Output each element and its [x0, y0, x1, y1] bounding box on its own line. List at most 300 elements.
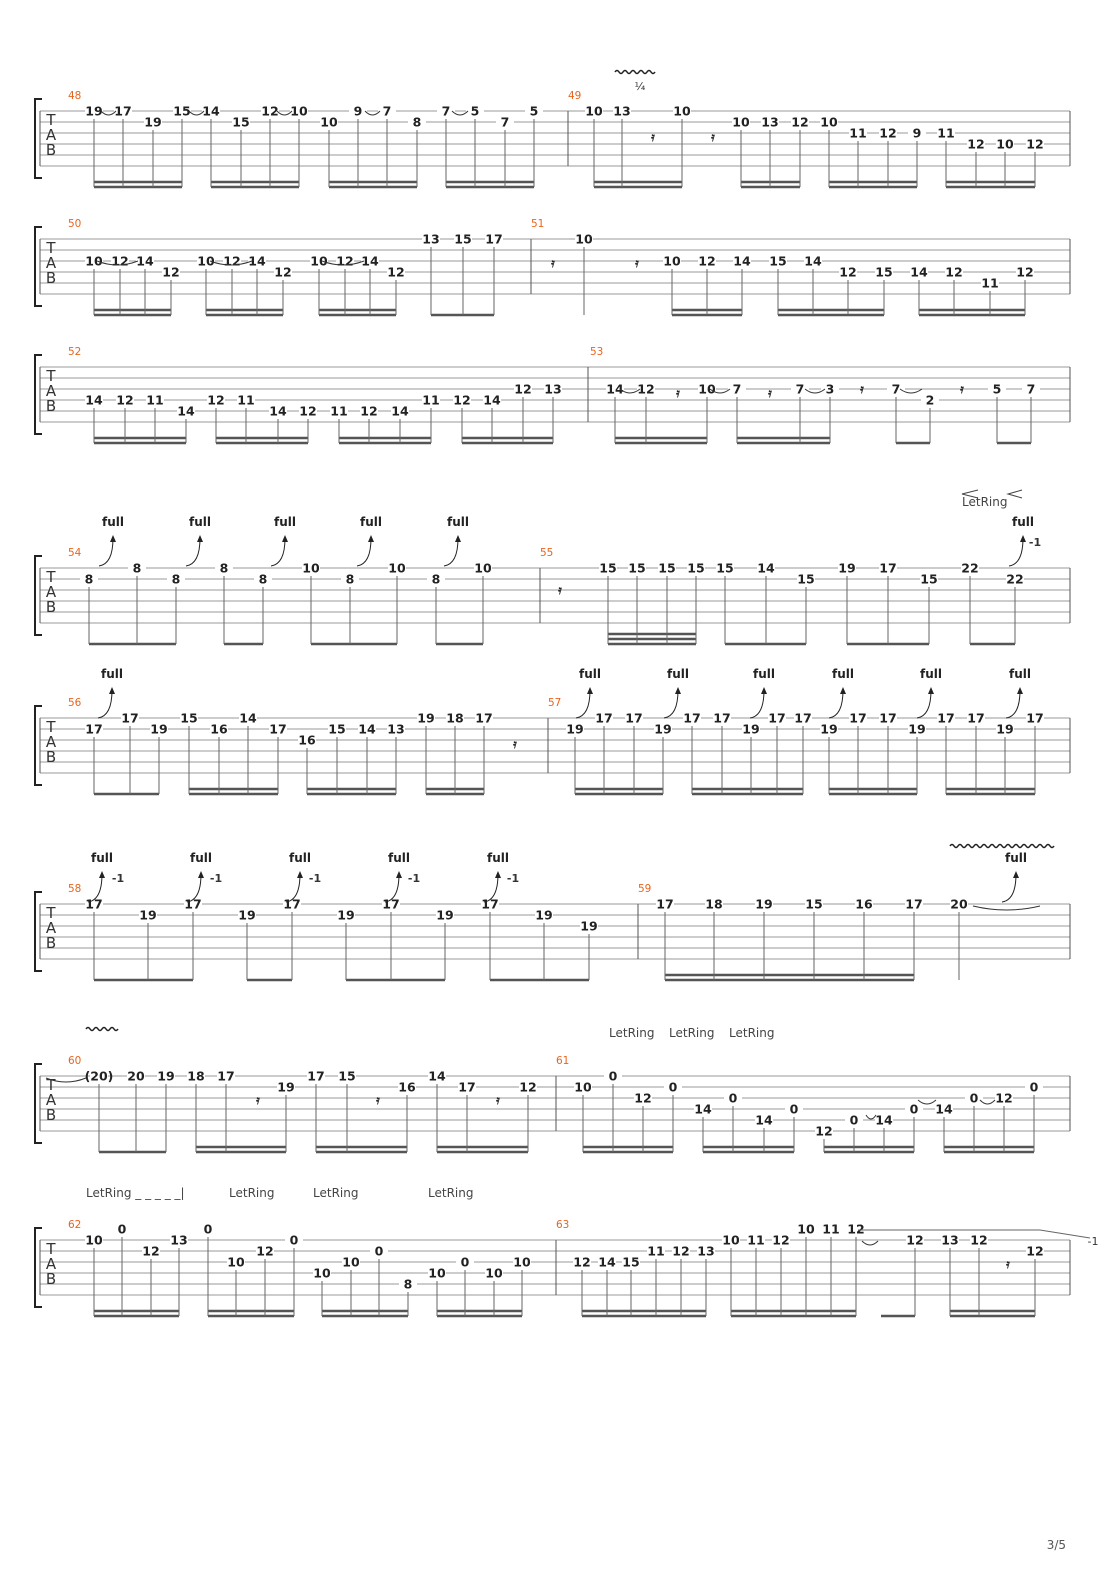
fret-number: 7 — [732, 381, 742, 397]
fret-number: 8 — [345, 571, 355, 587]
bend-arrow — [1017, 687, 1023, 694]
bend-label: full — [360, 515, 382, 529]
fret-number: 14 — [606, 381, 624, 397]
fret-number: 11 — [330, 403, 348, 419]
release-label: -1 — [407, 872, 421, 885]
fret-number: 12 — [142, 1243, 160, 1259]
fret-number: 15 — [875, 264, 893, 280]
fret-number: 17 — [217, 1068, 235, 1084]
rest-symbol: 𝄿 — [768, 386, 772, 400]
bend-label: full — [832, 667, 854, 681]
fret-number: 8 — [258, 571, 268, 587]
bend-curve — [1006, 690, 1020, 718]
measure-number: 56 — [68, 697, 82, 709]
fret-number: 5 — [470, 103, 480, 119]
fret-number: 11 — [237, 392, 255, 408]
rest-symbol: 𝄿 — [256, 1093, 260, 1107]
fret-number: 12 — [1026, 136, 1044, 152]
rest-symbol: 𝄿 — [513, 737, 517, 751]
fret-number: 17 — [879, 560, 897, 576]
fret-number: 19 — [908, 721, 926, 737]
fret-number: 15 — [180, 710, 198, 726]
tab-clef-letter: T — [46, 239, 56, 257]
fret-number: 13 — [544, 381, 562, 397]
bend-arrow — [396, 871, 402, 878]
rest-symbol: 𝄿 — [635, 256, 639, 270]
fret-number: 11 — [647, 1243, 665, 1259]
fret-number: 0 — [668, 1079, 678, 1095]
fret-number: (20) — [84, 1068, 114, 1084]
fret-number: 10 — [290, 103, 308, 119]
fret-number: 17 — [683, 710, 701, 726]
fret-number: 19 — [838, 560, 856, 576]
fret-number: 10 — [428, 1265, 446, 1281]
tab-clef-letter: T — [46, 111, 56, 129]
bend-curve — [1002, 874, 1016, 902]
fret-number: 10 — [574, 1079, 592, 1095]
fret-number: 17 — [85, 896, 103, 912]
fret-number: 14 — [910, 264, 928, 280]
bend-label: full — [388, 851, 410, 865]
fret-number: 8 — [84, 571, 94, 587]
fret-number: 13 — [613, 103, 631, 119]
fret-number: 11 — [981, 275, 999, 291]
fret-number: 10 — [996, 136, 1014, 152]
fret-number: 0 — [728, 1090, 738, 1106]
fret-number: 8 — [431, 571, 441, 587]
fret-number: 19 — [417, 710, 435, 726]
fret-number: 15 — [328, 721, 346, 737]
fret-number: 17 — [85, 721, 103, 737]
fret-number: 19 — [742, 721, 760, 737]
fret-number: 14 — [202, 103, 220, 119]
fret-number: 17 — [121, 710, 139, 726]
fret-number: 17 — [1026, 710, 1044, 726]
fret-number: 12 — [970, 1232, 988, 1248]
rest-symbol: 𝄿 — [558, 583, 562, 597]
tab-clef-letter: T — [46, 904, 56, 922]
fret-number: 7 — [500, 114, 510, 130]
fret-number: 8 — [412, 114, 422, 130]
bend-arrow — [761, 687, 767, 694]
fret-number: 11 — [146, 392, 164, 408]
fret-number: 17 — [768, 710, 786, 726]
fret-number: 12 — [111, 253, 129, 269]
bend-arrow — [455, 535, 461, 542]
fret-number: 15 — [338, 1068, 356, 1084]
bend-arrow — [675, 687, 681, 694]
fret-number: 14 — [875, 1112, 893, 1128]
rest-symbol: 𝄿 — [860, 382, 864, 396]
fret-number: 14 — [755, 1112, 773, 1128]
measure-number: 50 — [68, 218, 82, 230]
fret-number: 12 — [387, 264, 405, 280]
fret-number: 14 — [428, 1068, 446, 1084]
bend-label: full — [189, 515, 211, 529]
tab-clef-letter: B — [45, 269, 57, 287]
rest-symbol: 𝄿 — [676, 386, 680, 400]
fret-number: 19 — [144, 114, 162, 130]
let-ring-label: LetRing — [609, 1026, 655, 1040]
fret-number: 15 — [797, 571, 815, 587]
fret-number: 13 — [422, 231, 440, 247]
fret-number: 10 — [302, 560, 320, 576]
bend-arrow — [587, 687, 593, 694]
fret-number: 12 — [223, 253, 241, 269]
bend-arrow — [1020, 535, 1026, 542]
bend-label: full — [289, 851, 311, 865]
fret-number: 12 — [967, 136, 985, 152]
fret-number: 12 — [336, 253, 354, 269]
fret-number: 17 — [849, 710, 867, 726]
fret-number: 7 — [795, 381, 805, 397]
fret-number: 19 — [996, 721, 1014, 737]
fret-number: 0 — [608, 1068, 618, 1084]
fret-number: 8 — [132, 560, 142, 576]
bend-curve — [664, 690, 678, 718]
fret-number: 15 — [920, 571, 938, 587]
bend-label: full — [920, 667, 942, 681]
measure-number: 57 — [548, 697, 562, 709]
vibrato-mark — [615, 71, 655, 74]
fret-number: 20 — [950, 896, 968, 912]
fret-number: 12 — [274, 264, 292, 280]
measure-number: 63 — [556, 1219, 570, 1231]
fret-number: 15 — [622, 1254, 640, 1270]
release-label: -1 — [506, 872, 520, 885]
fret-number: 12 — [698, 253, 716, 269]
bend-label: full — [667, 667, 689, 681]
fret-number: 13 — [697, 1243, 715, 1259]
fret-number: 18 — [446, 710, 464, 726]
tab-clef-letter: A — [45, 919, 57, 937]
fret-number: 14 — [361, 253, 379, 269]
fret-number: 10 — [673, 103, 691, 119]
fret-number: 17 — [382, 896, 400, 912]
tab-clef-letter: B — [45, 1270, 57, 1288]
tab-clef-letter: T — [46, 718, 56, 736]
fret-number: 3 — [825, 381, 835, 397]
fret-number: 22 — [961, 560, 979, 576]
fret-number: 11 — [937, 125, 955, 141]
measure-number: 51 — [531, 218, 545, 230]
fret-number: 10 — [732, 114, 750, 130]
fret-number: 0 — [117, 1221, 127, 1237]
fret-number: 17 — [656, 896, 674, 912]
fret-number: 0 — [289, 1232, 299, 1248]
tab-clef-letter: B — [45, 748, 57, 766]
fret-number: 10 — [320, 114, 338, 130]
fret-number: 15 — [687, 560, 705, 576]
measure-number: 55 — [540, 547, 554, 559]
measure-number: 60 — [68, 1055, 82, 1067]
tab-clef-letter: A — [45, 733, 57, 751]
fret-number: 19 — [150, 721, 168, 737]
fret-number: 12 — [207, 392, 225, 408]
fret-number: 12 — [261, 103, 279, 119]
fret-number: 10 — [313, 1265, 331, 1281]
bend-arrow — [840, 687, 846, 694]
bend-arrow — [368, 535, 374, 542]
fret-number: 19 — [580, 918, 598, 934]
bend-curve — [99, 538, 113, 566]
fret-number: 19 — [755, 896, 773, 912]
fret-number: 7 — [441, 103, 451, 119]
fret-number: 19 — [436, 907, 454, 923]
bend-arrow — [99, 871, 105, 878]
fret-number: 7 — [891, 381, 901, 397]
fret-number: 14 — [483, 392, 501, 408]
vibrato-mark — [950, 845, 1054, 848]
bend-arrow — [297, 871, 303, 878]
fret-number: 17 — [269, 721, 287, 737]
fret-number: 14 — [935, 1101, 953, 1117]
fret-number: 17 — [458, 1079, 476, 1095]
measure-number: 53 — [590, 346, 604, 358]
fret-number: 15 — [173, 103, 191, 119]
fret-number: 0 — [1029, 1079, 1039, 1095]
rest-symbol: 𝄿 — [960, 382, 964, 396]
fret-number: 14 — [804, 253, 822, 269]
measure-number: 49 — [568, 90, 582, 102]
bend-curve — [576, 690, 590, 718]
fret-number: 0 — [969, 1090, 979, 1106]
fret-number: 0 — [789, 1101, 799, 1117]
fret-number: 12 — [116, 392, 134, 408]
fret-number: 12 — [672, 1243, 690, 1259]
fret-number: 17 — [475, 710, 493, 726]
rest-symbol: 𝄿 — [711, 130, 715, 144]
fret-number: 14 — [598, 1254, 616, 1270]
bend-label: full — [487, 851, 509, 865]
fret-number: 12 — [1026, 1243, 1044, 1259]
release-label: -1 — [111, 872, 125, 885]
fret-number: 19 — [238, 907, 256, 923]
bend-label: full — [101, 667, 123, 681]
fret-number: 19 — [820, 721, 838, 737]
bend-arrow — [197, 535, 203, 542]
fret-number: 15 — [232, 114, 250, 130]
fret-number: 16 — [398, 1079, 416, 1095]
rest-symbol: 𝄿 — [496, 1093, 500, 1107]
fret-number: 0 — [909, 1101, 919, 1117]
fret-number: 17 — [595, 710, 613, 726]
fret-number: 15 — [628, 560, 646, 576]
fret-number: 10 — [342, 1254, 360, 1270]
bend-curve — [917, 690, 931, 718]
bend-label: full — [274, 515, 296, 529]
fret-number: 10 — [485, 1265, 503, 1281]
bend-label: full — [190, 851, 212, 865]
fret-number: 7 — [382, 103, 392, 119]
measure-number: 48 — [68, 90, 82, 102]
let-ring-label: LetRing _ _ _ _ _| — [86, 1186, 185, 1200]
fret-number: 18 — [187, 1068, 205, 1084]
bend-curve — [829, 690, 843, 718]
bend-label: full — [91, 851, 113, 865]
measure-number: 61 — [556, 1055, 570, 1067]
fret-number: 12 — [839, 264, 857, 280]
fret-number: 10 — [85, 1232, 103, 1248]
fret-number: 10 — [575, 231, 593, 247]
bend-arrow — [1013, 871, 1019, 878]
fret-number: 19 — [277, 1079, 295, 1095]
fret-number: 10 — [197, 253, 215, 269]
tab-clef-letter: B — [45, 141, 57, 159]
fret-number: 17 — [485, 231, 503, 247]
bend-curve — [444, 538, 458, 566]
fret-number: 13 — [387, 721, 405, 737]
fret-number: 12 — [1016, 264, 1034, 280]
fret-number: 0 — [849, 1112, 859, 1128]
rest-symbol: 𝄿 — [1006, 1257, 1010, 1271]
slur-arc — [862, 1241, 878, 1245]
fret-number: 15 — [599, 560, 617, 576]
fret-number: 10 — [797, 1221, 815, 1237]
fret-number: 19 — [654, 721, 672, 737]
fret-number: 12 — [519, 1079, 537, 1095]
let-ring-label: LetRing — [428, 1186, 474, 1200]
fret-number: 10 — [513, 1254, 531, 1270]
tab-clef-letter: A — [45, 382, 57, 400]
bend-arrow — [198, 871, 204, 878]
fret-number: 13 — [761, 114, 779, 130]
fret-number: 17 — [905, 896, 923, 912]
fret-number: 17 — [283, 896, 301, 912]
slur-arc — [973, 906, 1040, 910]
bend-label: full — [1005, 851, 1027, 865]
tab-clef-letter: T — [46, 1076, 56, 1094]
fret-number: 12 — [162, 264, 180, 280]
fret-number: 12 — [256, 1243, 274, 1259]
fret-number: 12 — [847, 1221, 865, 1237]
fret-number: 10 — [663, 253, 681, 269]
fret-number: 19 — [535, 907, 553, 923]
bend-label: full — [753, 667, 775, 681]
fret-number: 15 — [769, 253, 787, 269]
measure-number: 52 — [68, 346, 82, 358]
fret-number: 12 — [995, 1090, 1013, 1106]
fret-number: 8 — [171, 571, 181, 587]
fret-number: 12 — [906, 1232, 924, 1248]
fret-number: 9 — [353, 103, 363, 119]
fret-number: 12 — [815, 1123, 833, 1139]
rest-symbol: 𝄿 — [651, 130, 655, 144]
vibrato-mark — [86, 1028, 118, 1031]
fret-number: 7 — [1026, 381, 1036, 397]
fret-number: 17 — [307, 1068, 325, 1084]
slur-arc — [365, 111, 380, 115]
fret-number: 12 — [573, 1254, 591, 1270]
fret-number: 11 — [747, 1232, 765, 1248]
fret-number: 17 — [967, 710, 985, 726]
fret-number: 19 — [139, 907, 157, 923]
fret-number: 15 — [805, 896, 823, 912]
page-number: 3/5 — [1046, 1538, 1066, 1552]
fret-number: 12 — [945, 264, 963, 280]
quarter-bend-label: ¼ — [634, 80, 646, 93]
fret-number: 14 — [85, 392, 103, 408]
let-ring-label: LetRing — [669, 1026, 715, 1040]
fret-number: 12 — [514, 381, 532, 397]
fret-number: 12 — [791, 114, 809, 130]
fret-number: 16 — [298, 732, 316, 748]
tab-clef-letter: B — [45, 934, 57, 952]
fret-number: 18 — [705, 896, 723, 912]
fret-number: 19 — [157, 1068, 175, 1084]
release-label: -1 — [209, 872, 223, 885]
bend-arrow — [282, 535, 288, 542]
release-label: -1 — [308, 872, 322, 885]
fret-number: 9 — [912, 125, 922, 141]
fret-number: 17 — [794, 710, 812, 726]
fret-number: 14 — [177, 403, 195, 419]
fret-number: 20 — [127, 1068, 145, 1084]
fret-number: 10 — [474, 560, 492, 576]
fret-number: 12 — [634, 1090, 652, 1106]
let-ring-label: LetRing — [229, 1186, 275, 1200]
fret-number: 13 — [170, 1232, 188, 1248]
fret-number: 19 — [566, 721, 584, 737]
fret-number: 11 — [422, 392, 440, 408]
fret-number: 19 — [85, 103, 103, 119]
fret-number: 17 — [481, 896, 499, 912]
fret-number: 10 — [310, 253, 328, 269]
bend-curve — [186, 538, 200, 566]
fret-number: 10 — [820, 114, 838, 130]
fret-number: 10 — [698, 381, 716, 397]
fret-number: 13 — [941, 1232, 959, 1248]
tab-clef-letter: B — [45, 1106, 57, 1124]
rest-symbol: 𝄿 — [376, 1093, 380, 1107]
fret-number: 2 — [925, 392, 935, 408]
fret-number: 10 — [85, 253, 103, 269]
fret-number: 10 — [722, 1232, 740, 1248]
bend-arrow — [928, 687, 934, 694]
fret-number: 14 — [136, 253, 154, 269]
fret-number: 12 — [772, 1232, 790, 1248]
fret-number: 15 — [716, 560, 734, 576]
tab-clef-letter: B — [45, 397, 57, 415]
tab-clef-letter: A — [45, 126, 57, 144]
fret-number: 17 — [184, 896, 202, 912]
fret-number: 12 — [453, 392, 471, 408]
fret-number: 17 — [625, 710, 643, 726]
fret-number: 8 — [219, 560, 229, 576]
fret-number: 10 — [227, 1254, 245, 1270]
fret-number: 14 — [358, 721, 376, 737]
bend-label: full — [1012, 515, 1034, 529]
release-label: -1 — [1028, 536, 1042, 549]
fret-number: 12 — [879, 125, 897, 141]
fret-number: 14 — [757, 560, 775, 576]
fret-number: 19 — [337, 907, 355, 923]
fret-number: 11 — [849, 125, 867, 141]
fret-number: 15 — [658, 560, 676, 576]
bend-arrow — [110, 535, 116, 542]
bend-curve — [1009, 538, 1023, 566]
measure-number: 59 — [638, 883, 652, 895]
tab-clef-letter: A — [45, 254, 57, 272]
bend-label: full — [579, 667, 601, 681]
bend-label: full — [447, 515, 469, 529]
fret-number: 14 — [694, 1101, 712, 1117]
tab-clef-letter: T — [46, 568, 56, 586]
fret-number: 22 — [1006, 571, 1024, 587]
tab-clef-letter: T — [46, 367, 56, 385]
fret-number: 10 — [585, 103, 603, 119]
bend-curve — [357, 538, 371, 566]
